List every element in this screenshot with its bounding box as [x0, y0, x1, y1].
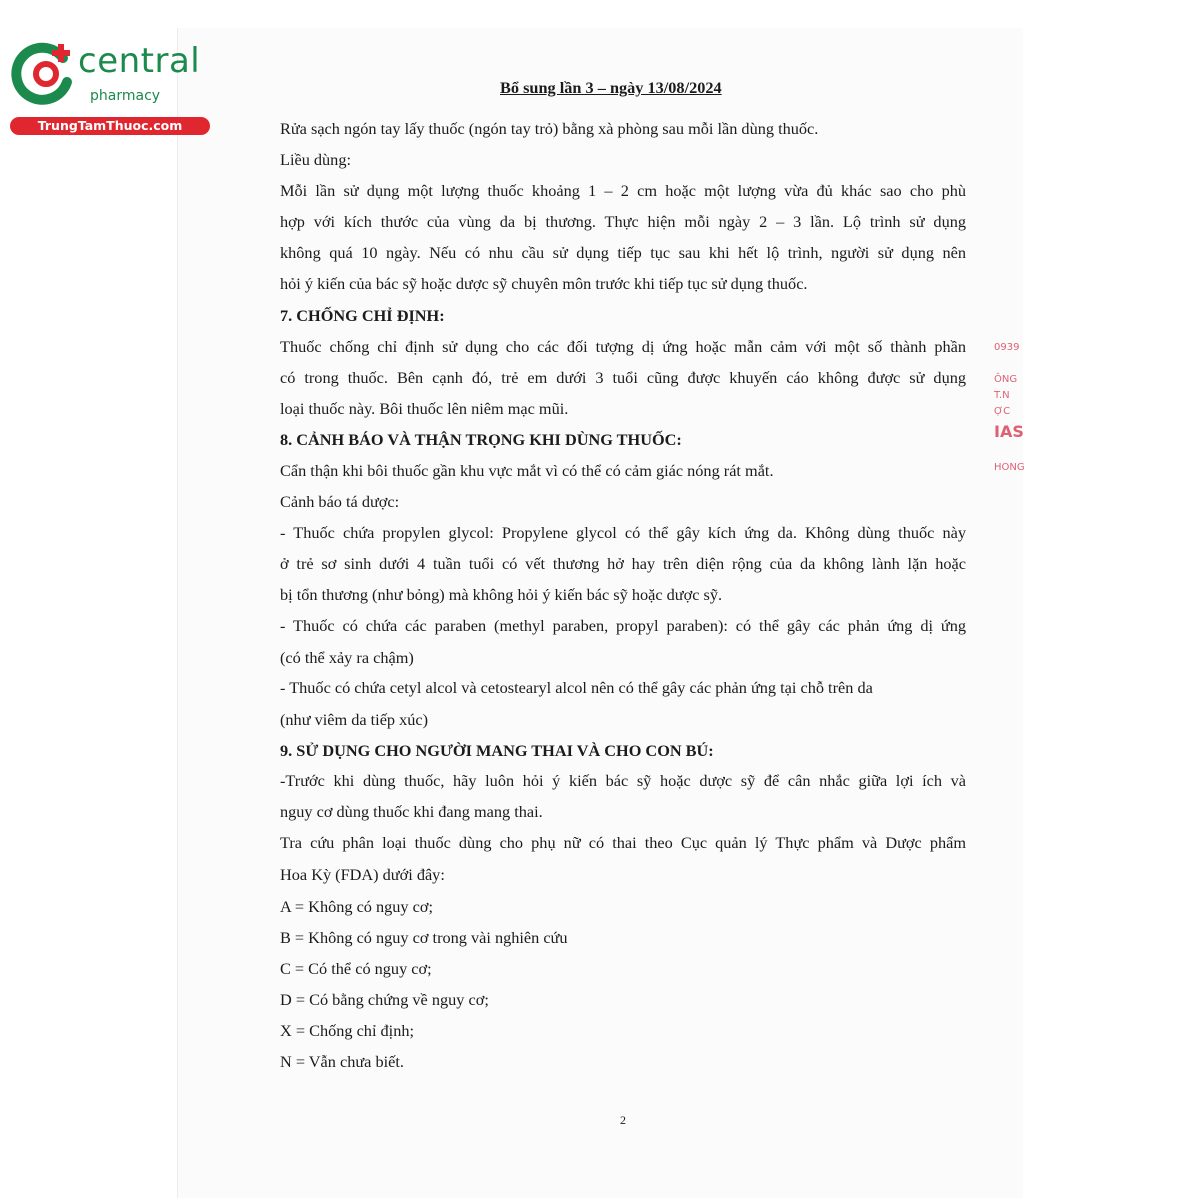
- list-item: C = Có thể có nguy cơ;: [280, 959, 432, 978]
- stamp-text: ỢC: [994, 406, 1011, 417]
- logo-name: central: [78, 41, 201, 81]
- document-header: Bổ sung lần 3 – ngày 13/08/2024: [500, 78, 722, 97]
- text-line: (như viêm da tiếp xúc): [280, 710, 429, 729]
- text-line: loại thuốc này. Bôi thuốc lên niêm mạc mũi.: [280, 399, 569, 418]
- text-line: có trong thuốc. Bên cạnh đó, trẻ em dưới 3 tuổi cũng được khuyến cáo không được sử dụng: [280, 368, 966, 387]
- text-line: hỏi ý kiến của bác sỹ hoặc dược sỹ chuyên môn trước khi tiếp tục sử dụng thuốc.: [280, 274, 808, 293]
- logo-subtitle: pharmacy: [90, 88, 161, 104]
- stamp-text: T.N: [994, 390, 1010, 401]
- list-item: D = Có bằng chứng về nguy cơ;: [280, 990, 489, 1009]
- list-item: X = Chống chỉ định;: [280, 1021, 415, 1040]
- logo-website: TrungTamThuoc.com: [10, 117, 210, 135]
- text-line: Hoa Kỳ (FDA) dưới đây:: [280, 865, 445, 884]
- stamp-text: HONG: [994, 462, 1025, 473]
- text-line: Liều dùng:: [280, 150, 351, 169]
- section-heading-7: 7. CHỐNG CHỈ ĐỊNH:: [280, 306, 445, 325]
- text-line: -Trước khi dùng thuốc, hãy luôn hỏi ý kiến bác sỹ hoặc dược sỹ để cân nhắc giữa lợi ích và: [280, 771, 966, 790]
- text-line: bị tổn thương (như bỏng) mà không hỏi ý kiến bác sỹ hoặc dược sỹ.: [280, 585, 723, 604]
- section-heading-9: 9. SỬ DỤNG CHO NGƯỜI MANG THAI VÀ CHO CON BÚ:: [280, 741, 714, 760]
- text-line: - Thuốc có chứa các paraben (methyl paraben, propyl paraben): có thể gây các phản ứng dị ứng: [280, 616, 966, 635]
- text-line: không quá 10 ngày. Nếu có nhu cầu sử dụng tiếp tục sau khi hết lộ trình, người sử dụng nên: [280, 243, 966, 262]
- text-line: Mỗi lần sử dụng một lượng thuốc khoảng 1 – 2 cm hoặc một lượng vừa đủ khác sao cho phù: [280, 181, 966, 200]
- text-line: - Thuốc có chứa cetyl alcol và cetostearyl alcol nên có thể gây các phản ứng tại chỗ trên da: [280, 678, 873, 697]
- section-heading-8: 8. CẢNH BÁO VÀ THẬN TRỌNG KHI DÙNG THUỐC:: [280, 430, 682, 449]
- text-line: nguy cơ dùng thuốc khi đang mang thai.: [280, 802, 543, 821]
- page-number: 2: [620, 1113, 626, 1127]
- text-line: Thuốc chống chỉ định sử dụng cho các đối tượng dị ứng hoặc mẫn cảm với một số thành phần: [280, 337, 966, 356]
- text-line: - Thuốc chứa propylen glycol: Propylene glycol có thể gây kích ứng da. Không dùng thuốc này: [280, 523, 966, 542]
- text-line: Tra cứu phân loại thuốc dùng cho phụ nữ có thai theo Cục quản lý Thực phẩm và Dược phẩm: [280, 833, 966, 852]
- text-line: hợp với kích thước của vùng da bị thương. Thực hiện mỗi ngày 2 – 3 lần. Lộ trình sử dụng: [280, 212, 966, 231]
- text-line: Rửa sạch ngón tay lấy thuốc (ngón tay trỏ) bằng xà phòng sau mỗi lần dùng thuốc.: [280, 119, 819, 138]
- list-item: B = Không có nguy cơ trong vài nghiên cứu: [280, 928, 568, 947]
- stamp-text: ÔNG: [994, 374, 1018, 385]
- list-item: N = Vẫn chưa biết.: [280, 1052, 404, 1071]
- text-line: Cảnh báo tá dược:: [280, 492, 400, 511]
- stamp-text: IAS: [994, 422, 1024, 441]
- text-line: Cẩn thận khi bôi thuốc gần khu vực mắt vì có thể có cảm giác nóng rát mắt.: [280, 461, 774, 480]
- text-line: ở trẻ sơ sinh dưới 4 tuần tuổi có vết thương hở hay trên diện rộng của da không lành lặn hoặc: [280, 554, 966, 573]
- stamp-text: 0939: [994, 342, 1020, 353]
- list-item: A = Không có nguy cơ;: [280, 897, 434, 916]
- text-line: (có thể xảy ra chậm): [280, 648, 414, 667]
- stamp: [990, 334, 1024, 484]
